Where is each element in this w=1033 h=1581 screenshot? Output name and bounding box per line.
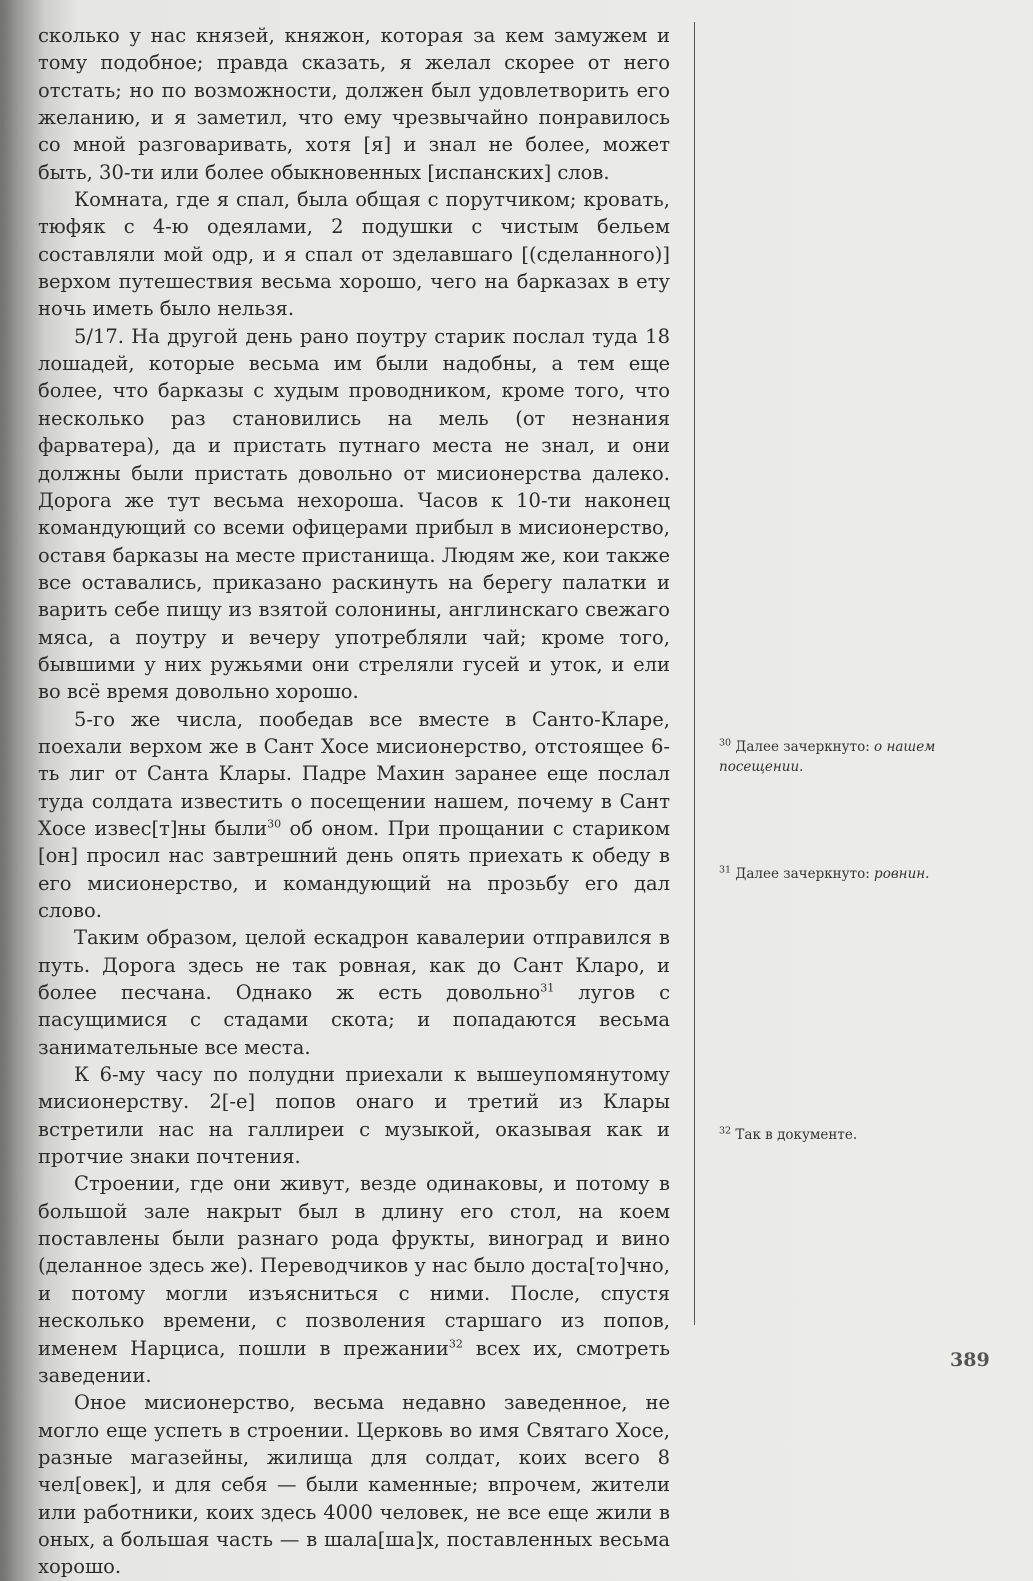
footnote-ref-30: 30 (267, 817, 282, 831)
footnote-ref-32: 32 (448, 1337, 463, 1350)
margin-note-30 (719, 737, 964, 777)
margin-note-32 (719, 1125, 964, 1145)
margin-note-30-lead: Далее зачеркнуто: (735, 739, 875, 755)
paragraph-4-text-a: 5-го же числа, пообедав все вместе в Санто-Кларе, поехали верхом же в Сант Хосе мисионерство, отстоящее 6-ть лиг от Санта Клары. Падре Махин заранее еще послал туда солдата известить о посещении нашем, почему в Сант Хосе извес[т]ны были (38, 707, 670, 840)
paragraph-5-text-a: Таким образом, целой ескадрон кавалерии отправился в путь. Дорога здесь не так ровная, как до Сант Кларо, и более песчана. Однако ж есть довольно (38, 926, 670, 1005)
footnote-ref-31: 31 (540, 981, 555, 995)
paragraph-5-text-b: лугов с пасущимися с стадами скота; и попадаются весьма занимательные все места. (38, 981, 670, 1059)
margin-note-31-lead: Далее зачеркнуто: (735, 866, 875, 882)
paragraph-8: Оное мисионерство, весьма недавно заведенное, не могло еще успеть в строении. Церковь во имя Святаго Хосе, разные магазейны, жилища для солдат, коих всего 8 чел[овек], и для себя — были каменные; впрочем, жители или работники, коих здесь 4000 человек, не все еще жили в оных, а большая часть — в шала[ша]х, поставленных весьма хорошо. (38, 1391, 670, 1579)
margin-note-32-lead: Так в документе. (735, 1127, 858, 1143)
paragraph-6: К 6-му часу по полудни приехали к вышеупомянутому мисионерству. 2[-е] попов онаго и третий из Клары встретили нас на галлиреи с музыкой, оказывая как и протчие знаки почтения. (38, 1063, 670, 1169)
paragraph-1: сколько у нас князей, княжон, которая за кем замужем и тому подобное; правда сказать, я желал скорее от него отстать; но по возможности, должен был удовлетворить его желанию, и я заметил, что ему чрезвычайно понравилось со мной разговаривать, хотя [я] и знал не более, может быть, 30-ти или более обыкновенных [испанских] слов. (38, 24, 670, 184)
margin-note-31-number: 31 (719, 864, 732, 876)
paragraph-7-text-a: Строении, где они живут, везде одинаковы, и потому в большой зале накрыт был в длину его стол, на коем поставлены были разнаго рода фрукты, виноград и вино (деланное здесь же). Переводчиков у нас было доста[то]чно, и потому могли изъясниться с ними. После, спустя несколько времени, с позволения старшаго из попов, именем Нарциса, пошли в прежании (38, 1172, 670, 1360)
margin-note-31-italic: ровнин. (874, 866, 930, 882)
paragraph-2: Комната, где я спал, была общая с порутчиком; кровать, тюфяк с 4-ю одеялами, 2 подушки с чистым бельем составляли мой одр, и я спал от зделавшаго [(сделанного)] верхом путешествия весьма хорошо, чего на барказах в ету ночь иметь было нельзя. (38, 188, 670, 321)
margin-divider-line (694, 22, 695, 1325)
paragraph-5 (38, 924, 670, 1061)
paragraph-4-text-b: об оном. При прощании с стариком [он] просил нас завтрешний день опять приехать к обеду в его мисионерство, и командующий на прозьбу его дал слово. (38, 816, 671, 922)
paragraph-7-text-b: всех их, смотреть заведении. (38, 1336, 670, 1387)
margin-note-30-number: 30 (719, 737, 732, 749)
main-text-column (38, 22, 670, 1581)
page-number: 389 (950, 1349, 990, 1371)
paragraph-7 (38, 1170, 670, 1389)
margin-note-31 (719, 864, 964, 884)
paragraph-4 (38, 706, 670, 925)
paragraph-3: 5/17. На другой день рано поутру старик послал туда 18 лошадей, которые весьма им были надобны, а тем еще более, что барказы с худым проводником, кроме того, что несколько раз становились на мель (от незнания фарватера), да и пристать путнаго места не знал, и они должны были пристать довольно от мисионерства далеко. Дорога же тут весьма нехороша. Часов к 10-ти наконец командующий со всеми офицерами прибыл в мисионерство, оставя барказы на месте пристанища. Людям же, кои также все оставались, приказано раскинуть на берегу палатки и варить себе пищу из взятой солонины, англинскаго свежаго мяса, а поутру и вечеру употребляли чай; кроме того, бывшими у них ружьями они стреляли гусей и уток, и ели во всё время довольно хорошо. (38, 324, 670, 704)
margin-note-30-italic: о нашем посещении. (719, 739, 936, 775)
margin-note-32-number: 32 (719, 1125, 732, 1137)
